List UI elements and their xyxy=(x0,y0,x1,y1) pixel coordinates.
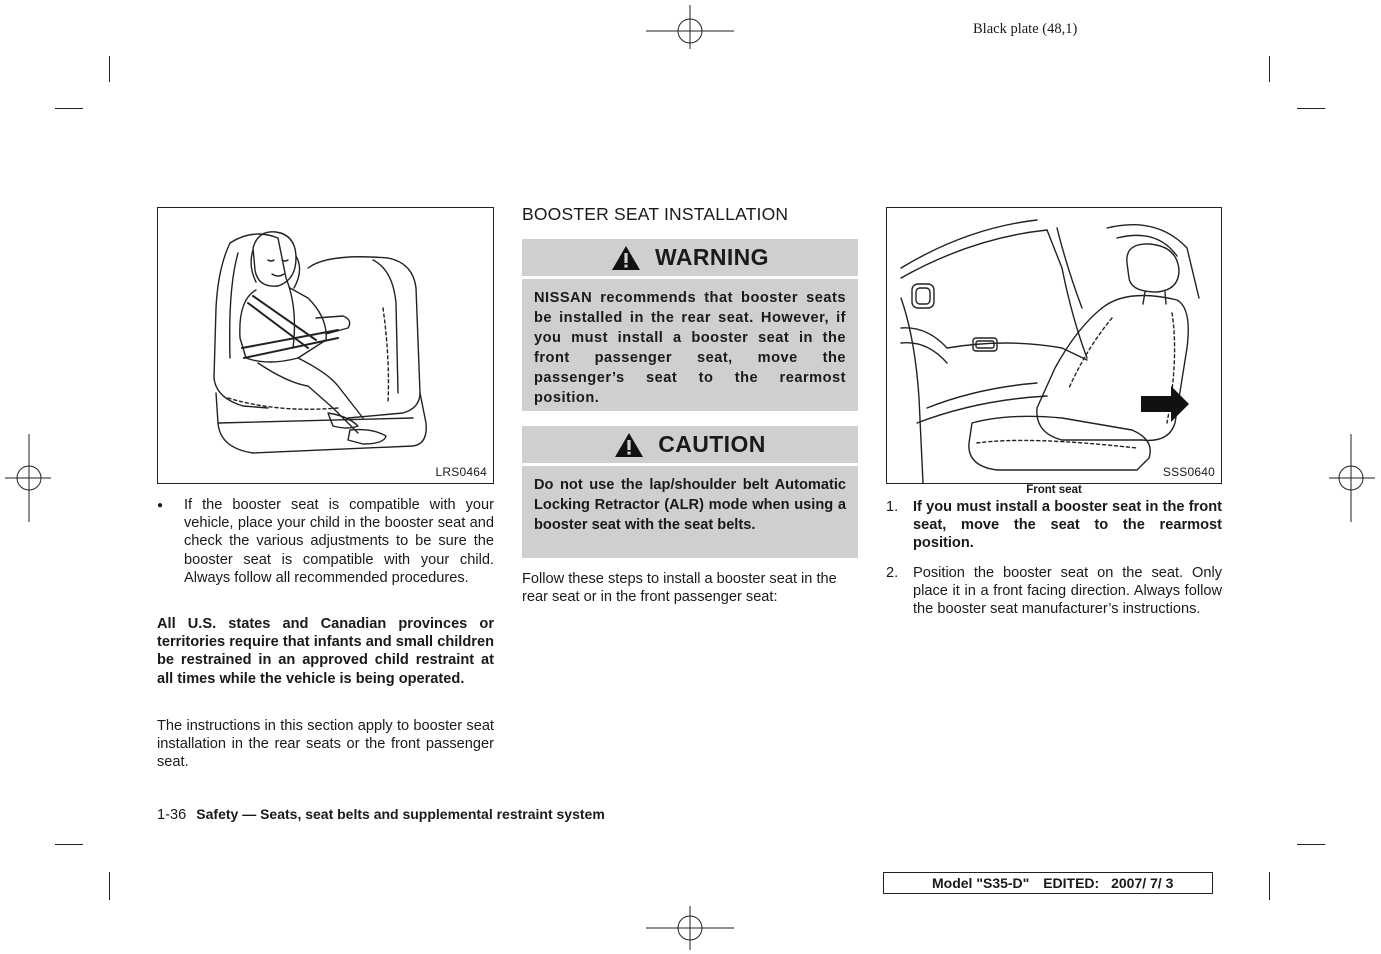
figure-code: SSS0640 xyxy=(1162,465,1215,479)
caution-label: CAUTION xyxy=(658,431,766,457)
crop-mark-icon xyxy=(1297,108,1325,109)
warning-label: WARNING xyxy=(655,244,769,270)
bullet-text: If the booster seat is compatible with your vehicle, place your child in the booster seat and check the various adjustments to be sure the booster seat is compatible with your child. Always follow all recommended procedures. xyxy=(184,497,494,586)
crop-mark-icon xyxy=(55,108,83,109)
caution-text: Do not use the lap/shoulder belt Automatic Locking Retractor (ALR) mode when using a booster seat with the seat belts. xyxy=(522,466,858,558)
child-in-booster-illustration xyxy=(158,208,493,483)
section-title: BOOSTER SEAT INSTALLATION xyxy=(522,204,789,224)
caution-banner xyxy=(522,426,858,463)
figure-code: LRS0464 xyxy=(435,465,487,479)
step-item xyxy=(886,564,1222,619)
step-text: If you must install a booster seat in the front seat, move the seat to the rearmost position. xyxy=(913,499,1222,552)
warning-triangle-icon xyxy=(611,245,641,271)
registration-mark-icon xyxy=(1329,434,1375,524)
page-footer xyxy=(157,806,605,823)
bullet-icon: ● xyxy=(157,500,164,511)
step-text: Position the booster seat on the seat. Only place it in a front facing direction. Always follow the booster seat manufacturer’s instructions. xyxy=(913,565,1222,618)
steps-intro: Follow these steps to install a booster seat in the rear seat or in the front passenger seat: xyxy=(522,571,837,606)
legal-requirement-paragraph: All U.S. states and Canadian provinces or territories require that infants and small children be restrained in an approved child restraint at all times while the vehicle is being operated. xyxy=(157,616,494,687)
page-number: 1-36 xyxy=(157,807,187,823)
bullet-item xyxy=(157,496,494,587)
registration-mark-icon xyxy=(5,434,51,524)
figure-caption: Front seat xyxy=(1026,484,1082,496)
crop-mark-icon xyxy=(1269,56,1270,82)
crop-mark-icon xyxy=(109,56,110,82)
front-seat-figure xyxy=(886,207,1222,484)
edited-date: 2007/ 7/ 3 xyxy=(1111,875,1174,891)
crop-mark-icon xyxy=(109,872,110,900)
scope-paragraph: The instructions in this section apply to booster seat installation in the rear seats or the front passenger seat. xyxy=(157,718,494,771)
warning-banner xyxy=(522,239,858,276)
registration-mark-icon xyxy=(646,906,736,950)
footer-section-name: Safety — Seats, seat belts and supplemental restraint system xyxy=(196,806,605,822)
model-label: Model xyxy=(932,875,977,891)
crop-mark-icon xyxy=(1269,872,1270,900)
step-number: 1. xyxy=(886,499,899,515)
registration-mark-icon xyxy=(646,5,736,49)
arrow-right-icon xyxy=(1141,386,1189,422)
step-item xyxy=(886,498,1222,553)
booster-seat-figure xyxy=(157,207,494,484)
plate-label: Black plate (48,1) xyxy=(973,21,1078,37)
front-seat-illustration xyxy=(887,208,1221,483)
warning-triangle-icon xyxy=(614,432,644,458)
warning-text: NISSAN recommends that booster seats be installed in the rear seat. However, if you must install a booster seat in the front passenger seat, move the passenger’s seat to the rearmost position. xyxy=(522,279,858,411)
edited-label: EDITED: xyxy=(1043,875,1100,891)
model-box xyxy=(883,872,1213,894)
crop-mark-icon xyxy=(55,844,83,845)
model-code: "S35-D" xyxy=(976,875,1030,891)
crop-mark-icon xyxy=(1297,844,1325,845)
step-number: 2. xyxy=(886,565,899,581)
